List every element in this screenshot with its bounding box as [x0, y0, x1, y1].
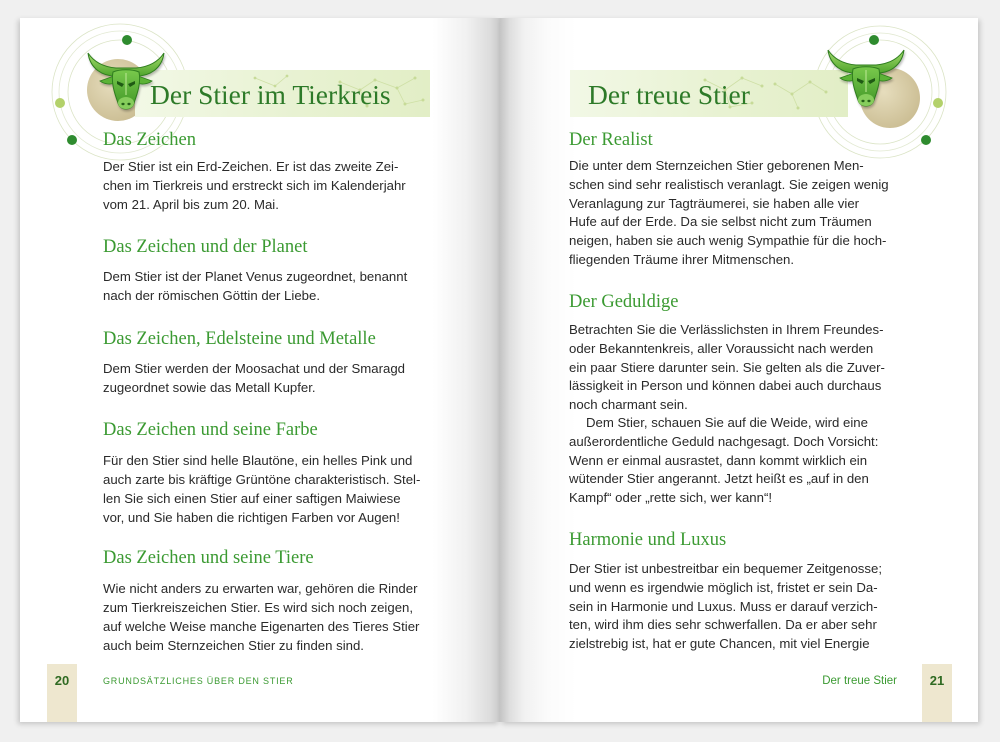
text-line: auch zarte bis kräftige Grüntöne charakteristisch. Stel-: [103, 472, 421, 487]
text-line: ten, wird ihm dies sehr schwerfallen. Da er aber sehr: [569, 617, 877, 633]
text-line: auf welche Weise manche Eigenarten des Tieres Stier: [103, 619, 420, 634]
text-line: außerordentliche Geduld nachgesagt. Doch Vorsicht:: [569, 433, 879, 449]
text-line: chen im Tierkreis und erstreckt sich im Kalenderjahr: [103, 178, 406, 193]
page-number: 20: [54, 673, 70, 688]
text-line: oder Bekanntenkreis, aller Voraussicht nach werden: [569, 340, 874, 356]
text-line: ein paar Stiere darunter sein. Sie gelten als die Zuver-: [569, 359, 885, 375]
text-line: fliegenden Träume ihrer Mitmenschen.: [569, 251, 795, 267]
text-line: noch charmant sein.: [569, 397, 688, 413]
text-line: und wenn es irgendwie möglich ist, fristet er sein Da-: [569, 579, 878, 595]
paragraph: [103, 451, 420, 527]
section-heading: Das Zeichen und seine Tiere: [103, 548, 314, 568]
text-line: Wenn er einmal ausrastet, dann kommt wirklich ein: [569, 452, 868, 468]
text-line: neigen, haben sie auch wenig Sympathie für die hoch-: [569, 233, 887, 249]
dot-dark: [921, 135, 931, 145]
text-line: nach der römischen Göttin der Liebe.: [103, 288, 320, 303]
right-page: [500, 18, 978, 722]
text-line: zielstrebig ist, hat er gute Chancen, mit viel Energie: [569, 636, 870, 652]
running-head: Der treue Stier: [822, 675, 897, 687]
paragraph: [103, 267, 407, 305]
text-line: Hufe auf der Erde. Da sie selbst nicht zum Träumen: [569, 214, 872, 230]
dot-light: [933, 98, 943, 108]
page-number-tab: [922, 664, 952, 722]
text-line: sein in Harmonie und Luxus. Muss er darauf verzich-: [569, 598, 878, 614]
paragraph: [569, 157, 889, 270]
text-line: Dem Stier, schauen Sie auf die Weide, wird eine: [586, 415, 868, 430]
paragraph: [103, 157, 406, 214]
text-line: wütender Stier angerannt. Jetzt heißt es „auf in den: [569, 471, 869, 487]
left-page: [20, 18, 500, 722]
text-line: Für den Stier sind helle Blautöne, ein helles Pink und: [103, 453, 413, 468]
section-heading: Das Zeichen und seine Farbe: [103, 420, 318, 440]
running-head: GRUNDSÄTZLICHES ÜBER DEN STIER: [103, 676, 294, 686]
page-title: Der Stier im Tierkreis: [150, 79, 391, 110]
text-line: Der Stier ist unbestreitbar ein bequemer Zeitgenosse;: [569, 561, 882, 576]
text-line: Wie nicht anders zu erwarten war, gehören die Rinder: [103, 581, 418, 596]
text-line: zugeordnet sowie das Metall Kupfer.: [103, 380, 316, 395]
section-heading: Der Realist: [569, 130, 653, 150]
text-line: Betrachten Sie die Verlässlichsten in Ihrem Freundes-: [569, 322, 884, 337]
text-line: lässigkeit in Person und können dabei auch durchaus: [569, 378, 882, 394]
section-heading: Das Zeichen und der Planet: [103, 237, 308, 257]
page-number-tab: [47, 664, 77, 722]
dot-light: [55, 98, 65, 108]
dot-dark: [122, 35, 132, 45]
text-line: Die unter dem Sternzeichen Stier geborenen Men-: [569, 158, 864, 173]
page-title: Der treue Stier: [588, 79, 750, 110]
section-heading: Das Zeichen, Edelsteine und Metalle: [103, 329, 376, 349]
bull-head-icon: [826, 47, 906, 113]
text-line: Dem Stier ist der Planet Venus zugeordnet, benannt: [103, 269, 408, 284]
text-line: len Sie sich einen Stier auf einer saftigen Maiwiese: [103, 491, 401, 506]
section-heading: Das Zeichen: [103, 130, 196, 150]
text-line: vor, und Sie haben die richtigen Farben vor Augen!: [103, 510, 400, 525]
text-line: Kampf“ oder „rette sich, wer kann“!: [569, 490, 773, 506]
text-line: vom 21. April bis zum 20. Mai.: [103, 197, 279, 212]
text-line: zum Tierkreiszeichen Stier. Es wird sich noch zeigen,: [103, 600, 414, 615]
page-number: 21: [929, 673, 945, 688]
dot-dark: [67, 135, 77, 145]
paragraph: [569, 321, 885, 415]
paragraph: [103, 359, 405, 397]
dot-dark: [869, 35, 879, 45]
section-heading: Der Geduldige: [569, 292, 679, 312]
text-line: Veranlagung zur Tagträumerei, sie haben alle vier: [569, 195, 860, 211]
text-line: Der Stier ist ein Erd-Zeichen. Er ist das zweite Zei-: [103, 159, 399, 174]
paragraph: [569, 560, 882, 654]
text-line: Dem Stier werden der Moosachat und der Smaragd: [103, 361, 405, 376]
paragraph: [103, 579, 419, 655]
section-heading: Harmonie und Luxus: [569, 530, 727, 550]
text-line: schen sind sehr realistisch veranlagt. Sie zeigen wenig: [569, 176, 889, 192]
text-line: auch beim Sternzeichen Stier zu finden sind.: [103, 638, 364, 653]
paragraph: [569, 414, 878, 508]
